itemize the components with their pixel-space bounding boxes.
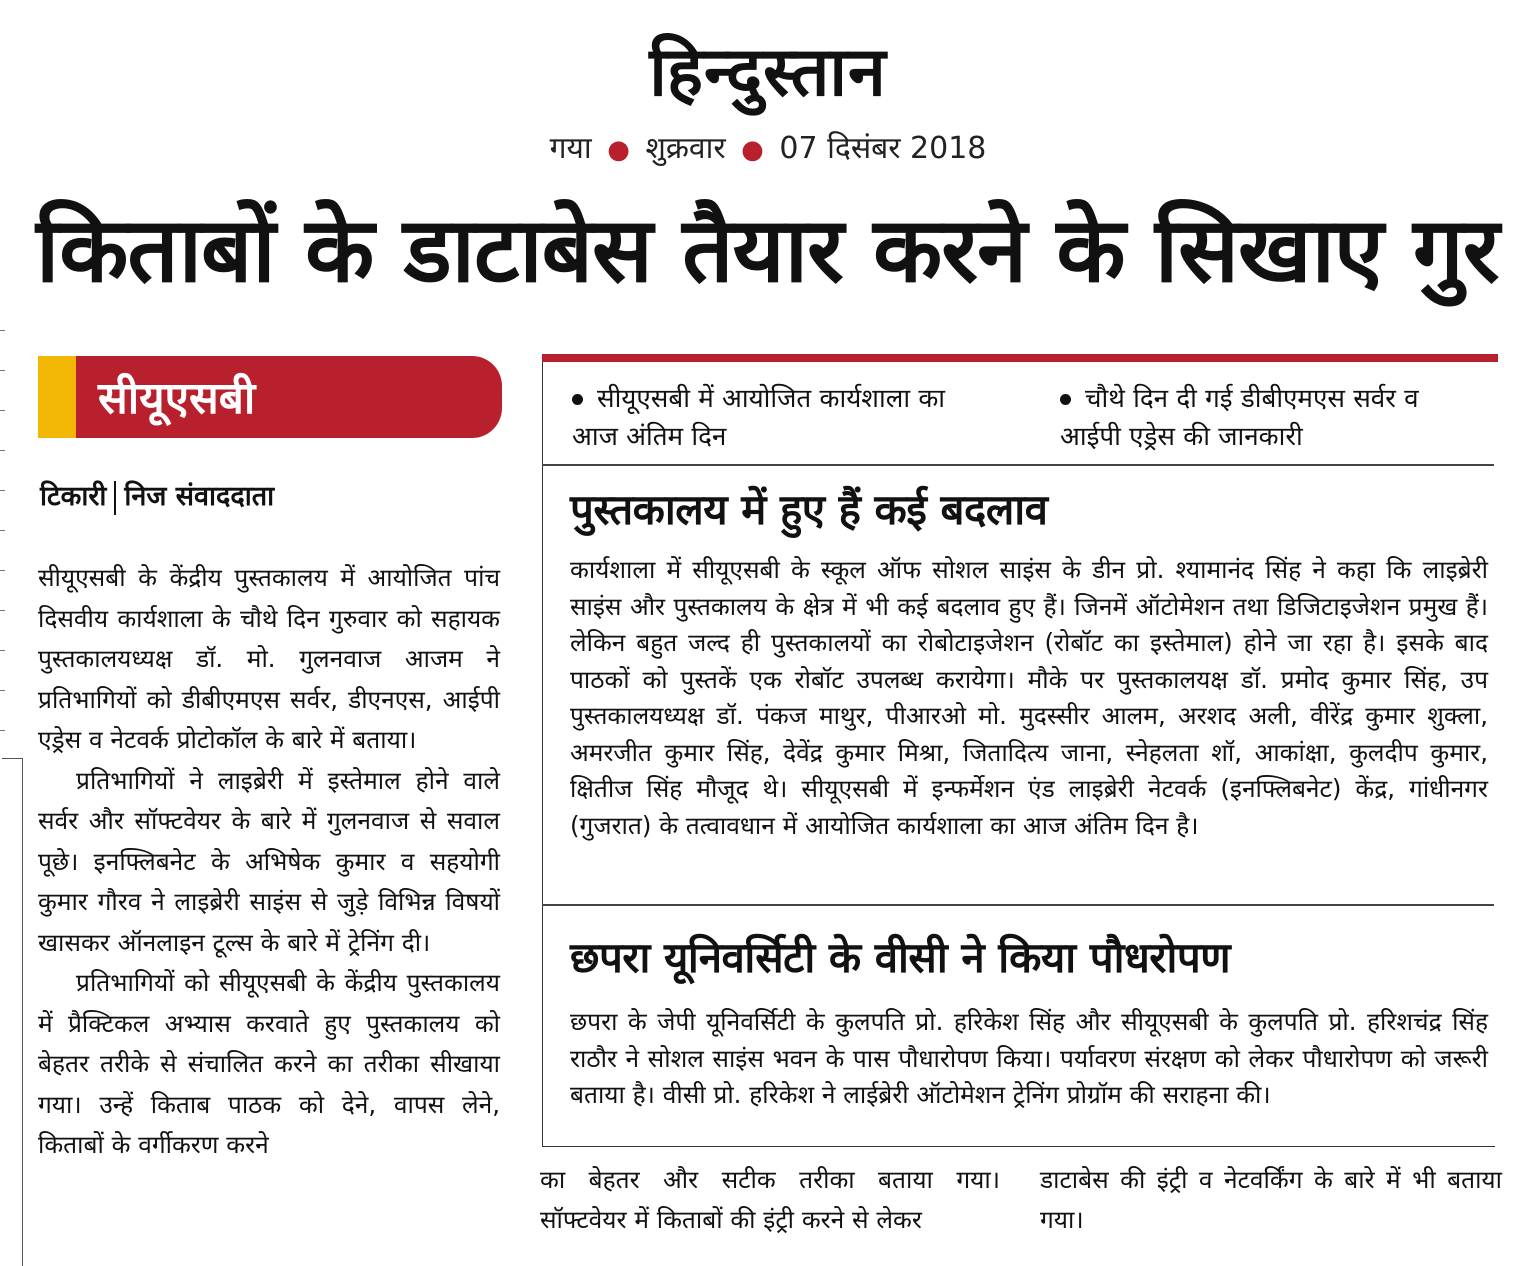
section-tag [38, 356, 502, 438]
column-rule [2, 758, 22, 759]
divider [542, 464, 1494, 466]
page-edge-marks [0, 330, 6, 1230]
sidebox-top-rule [542, 354, 1498, 362]
main-headline: किताबों के डाटाबेस तैयार करने के सिखाए गुर [36, 198, 1499, 303]
newspaper-masthead: हिन्दुस्तान [649, 32, 887, 112]
continuation-column-2: का बेहतर और सटीक तरीका बताया गया। सॉफ्टवेयर में किताबों की इंट्री करने से लेकर [540, 1165, 1000, 1234]
paragraph: सीयूएसबी के केंद्रीय पुस्तकालय में आयोजित पांच दिसवीय कार्यशाला के चौथे दिन गुरुवार को सहायक पुस्तकालयध्यक्ष डॉ. मो. गुलनवाज आजम ने प्रतिभागियों को डीबीएमएस सर्वर, डीएनएस, आईपी एड्रेस व नेटवर्क प्रोटोकॉल के बारे में बताया। [38, 563, 500, 754]
section-tag-label: सीयूएसबी [98, 373, 256, 424]
bullet-dot-icon: ● [741, 135, 764, 165]
byline-author: निज संवाददाता [124, 481, 275, 512]
highlight-text: चौथे दिन दी गई डीबीएमएस सर्वर व आईपी एड्रेस की जानकारी [1060, 384, 1419, 452]
bullet-dot-icon: ● [607, 135, 630, 165]
story1-text: कार्यशाला में सीयूएसबी के स्कूल ऑफ सोशल साइंस के डीन प्रो. श्यामानंद सिंह ने कहा कि लाइब्रेरी साइंस और पुस्तकालय के क्षेत्र में भी कई बदलाव हुए हैं। जिनमें ऑटोमेशन तथा डिजिटाइजेशन प्रमुख हैं। लेकिन बहुत जल्द ही पुस्तकालयों का रोबोटाइजेशन (रोबॉट का इस्तेमाल) होने जा रहा है। इसके बाद पाठकों को पुस्तकें एक रोबॉट उपलब्ध करायेगा। मौके पर पुस्तकालयक्ष डॉ. प्रमोद कुमार सिंह, उप पुस्तकालयध्यक्ष डॉ. पंकज माथुर, पीआरओ मो. मुदस्सीर आलम, अरशद अली, वीरेंद्र कुमार शुक्ला, अमरजीत कुमार सिंह, देवेंद्र कुमार मिश्रा, जितादित्य जाना, स्नेहलता शॉ, आकांक्षा, कुलदीप कुमार, क्षितीज सिंह मौजूद थे। सीयूएसबी में इन्फर्मेशन एंड लाइब्रेरी नेटवर्क (इनफ्लिबनेट) केंद्र, गांधीनगर (गुजरात) के तत्वावधान में आयोजित कार्यशाला का आज अंतिम दिन है। [570, 555, 1488, 840]
bullet-icon [1060, 394, 1071, 405]
highlight-item [572, 380, 972, 456]
highlight-text: सीयूएसबी में आयोजित कार्यशाला का आज अंतिम दिन [572, 384, 946, 452]
highlight-item [1060, 380, 1460, 456]
story2-text: छपरा के जेपी यूनिवर्सिटी के कुलपति प्रो. हरिकेश सिंह और सीयूएसबी के कुलपति प्रो. हरिशचंद्र सिंह राठौर ने सोशल साइंस भवन के पास पौधारोपण किया। पर्यावरण संरक्षण को लेकर पौधारोपण को जरूरी बताया है। वीसी प्रो. हरिकेश ने लाईब्रेरी ऑटोमेशन ट्रेनिंग प्रोग्रॉम की सराहना की। [570, 1007, 1488, 1109]
dateline [0, 126, 1536, 167]
dateline-city: गया [549, 131, 592, 166]
story2-heading: छपरा यूनिवर्सिटी के वीसी ने किया पौधरोपण [570, 933, 1231, 982]
section-tag-accent [38, 356, 76, 438]
story1-heading: पुस्तकालय में हुए हैं कई बदलाव [570, 485, 1048, 534]
paragraph: प्रतिभागियों को सीयूएसबी के केंद्रीय पुस्तकालय में प्रैक्टिकल अभ्यास करवाते हुए पुस्तकालय को बेहतर तरीके से संचालित करने का तरीका सीखाया गया। उन्हें किताब पाठक को देने, वापस लेने, किताबों के वर्गीकरण करने [38, 968, 500, 1159]
left-column-body [38, 558, 500, 1166]
column-rule [22, 758, 23, 1266]
paragraph: प्रतिभागियों ने लाइब्रेरी में इस्तेमाल होने वाले सर्वर और सॉफ्टवेयर के बारे में गुलनवाज से सवाल पूछे। इनफ्लिबनेट के अभिषेक कुमार व सहयोगी कुमार गौरव ने लाइब्रेरी साइंस से जुड़े विभिन्न विषयों खासकर ऑनलाइन टूल्स के बारे में ट्रेनिंग दी। [38, 765, 500, 957]
bullet-icon [572, 394, 583, 405]
byline-separator [114, 481, 116, 515]
dateline-date: 07 दिसंबर 2018 [779, 131, 987, 166]
divider [542, 904, 1494, 906]
byline-place: टिकारी [40, 481, 107, 512]
continuation-column-3: डाटाबेस की इंट्री व नेटवर्किंग के बारे में भी बताया गया। [1040, 1165, 1502, 1234]
highlights [572, 380, 1492, 460]
byline [40, 476, 274, 515]
dateline-day: शुक्रवार [645, 131, 726, 166]
